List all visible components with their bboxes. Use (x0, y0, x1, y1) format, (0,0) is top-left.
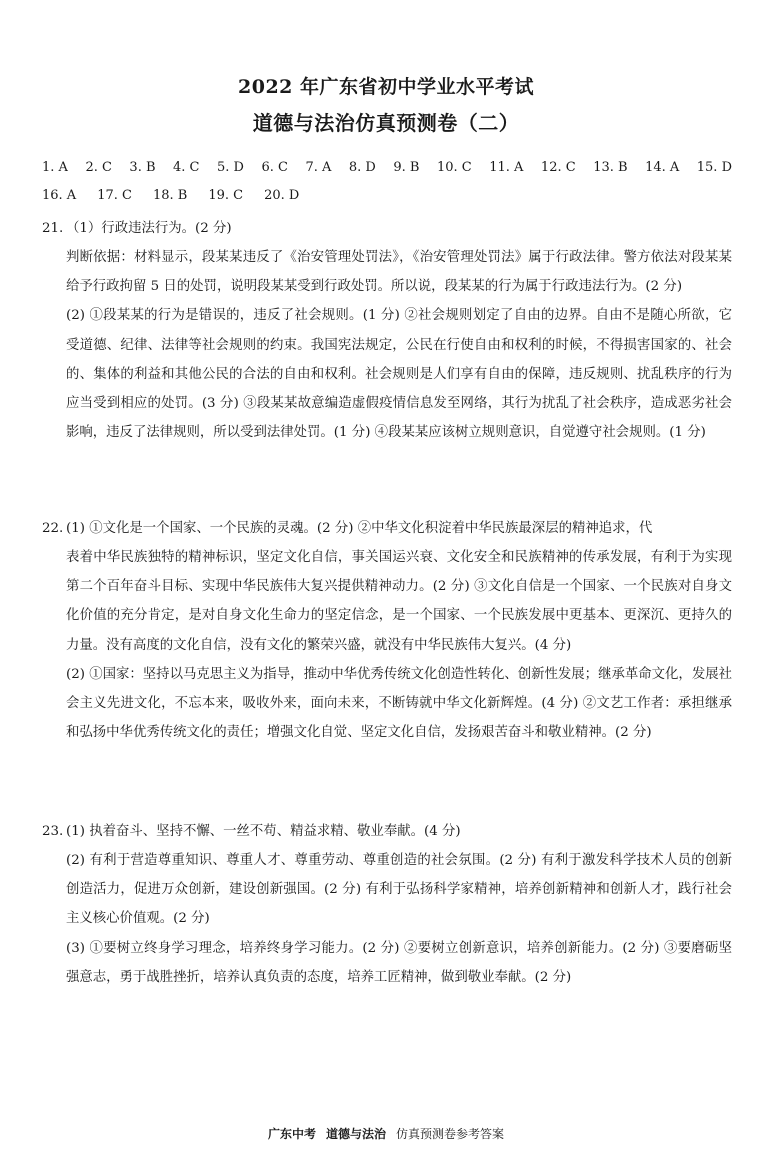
question-23 (42, 817, 732, 992)
question-number: 21. (42, 221, 64, 236)
answer-part-1: (1) 执着奋斗、坚持不懈、一丝不苟、精益求精、敬业奉献。(4 分) (66, 824, 461, 839)
answer-part-3: (3) ①要树立终身学习理念，培养终身学习能力。(2 分) ②要树立创新意识，培养创新能力。(2 分) ③要磨砺坚强意志，勇于战胜挫折，培养认真负责的态度，培养工匠精神，做到敬业奉献。(2 分) (66, 940, 732, 985)
footer-subject: 道德与法治 (325, 1127, 386, 1141)
answer-item: 2. C (85, 160, 112, 175)
question-21 (42, 214, 732, 447)
answer-item: 1. A (42, 160, 68, 175)
answer-item: 4. C (173, 160, 200, 175)
answer-key-row-2 (42, 184, 732, 208)
answer-item: 15. D (696, 160, 732, 175)
footer-doc-type: 仿真预测卷参考答案 (396, 1127, 505, 1141)
page-footer (0, 1125, 772, 1142)
answer-part-1-continued: 表着中华民族独特的精神标识，坚定文化自信，事关国运兴衰、文化安全和民族精神的传承发展，有利于为实现第二个百年奋斗目标、实现中华民族伟大复兴提供精神动力。(2 分) ③文化自信是一个国家、一个民族对自身文化价值的充分肯定，是对自身文化生命力的坚定信念，是一个国家、一个民族发展中更基本、更深沉、更持久的力量。没有高度的文化自信，没有文化的繁荣兴盛，就没有中华民族伟大复兴。(4 分) (66, 550, 732, 653)
answer-part-2: (2) 有利于营造尊重知识、尊重人才、尊重劳动、尊重创造的社会氛围。(2 分) 有利于激发科学技术人员的创新创造活力，促进万众创新，建设创新强国。(2 分) 有利于弘扬科学家精神，培养创新精神和创新人才，践行社会主义核心价值观。(2 分) (66, 853, 732, 927)
page-subtitle: 道德与法治仿真预测卷（二） (252, 111, 520, 135)
question-22 (42, 514, 732, 747)
answer-item: 17. C (97, 188, 132, 203)
answer-part-2: (2) ①段某某的行为是错误的，违反了社会规则。(1 分) ②社会规则划定了自由的边界。自由不是随心所欲，它受道德、纪律、法律等社会规则的约束。我国宪法规定，公民在行使自由和权利的时候，不得损害国家的、社会的、集体的利益和其他公民的合法的自由和权利。社会规则是人们享有自由的保障，违反规则、扰乱秩序的行为应当受到相应的处罚。(3 分) ③段某某故意编造虚假疫情信息发至网络，其行为扰乱了社会秩序，造成恶劣社会影响，违反了法律规则，所以受到法律处罚。(1 分) ④段某某应该树立规则意识，自觉遵守社会规则。(1 分) (66, 308, 732, 441)
answer-part-2: (2) ①国家：坚持以马克思主义为指导，推动中华优秀传统文化创造性转化、创新性发展；继承革命文化，发展社会主义先进文化，不忘本来，吸收外来，面向未来，不断铸就中华文化新辉煌。(4 分) ②文艺工作者：承担继承和弘扬中华优秀传统文化的责任；增强文化自觉、坚定文化自信，发扬艰苦奋斗和敬业精神。(2 分) (66, 666, 732, 741)
answer-item: 20. D (264, 188, 300, 203)
answer-item: 3. B (129, 160, 156, 175)
answer-item: 5. D (217, 160, 244, 175)
answer-explanation: 判断依据：材料显示，段某某违反了《治安管理处罚法》，《治安管理处罚法》属于行政法律。警方依法对段某某给予行政拘留 5 日的处罚，说明段某某受到行政处罚。所以说，段某某的行为属于行政违法行为。(2 分) (66, 250, 732, 295)
answer-item: 14. A (645, 160, 680, 175)
answer-item: 19. C (208, 188, 244, 203)
question-number: 23. (42, 824, 64, 839)
answer-item: 13. B (593, 160, 628, 175)
answer-item: 11. A (489, 160, 524, 175)
question-number: 22. (42, 521, 64, 536)
answer-item: 10. C (436, 160, 472, 175)
answer-item: 7. A (305, 160, 332, 175)
answer-item: 16. A (42, 188, 77, 203)
answer-item: 8. D (348, 160, 376, 175)
answer-item: 18. B (152, 188, 188, 203)
answer-part-1: (1) ①文化是一个国家、一个民族的灵魂。(2 分) ②中华文化积淀着中华民族最深层的精神追求，代 (66, 521, 653, 536)
page-title: 2022 年广东省初中学业水平考试 (238, 76, 534, 98)
answer-part-1: （1）行政违法行为。(2 分) (66, 221, 232, 236)
answer-key-row-1 (42, 156, 732, 180)
footer-exam-name: 广东中考 (267, 1127, 316, 1141)
answer-item: 12. C (540, 160, 576, 175)
answer-item: 6. C (261, 160, 288, 175)
answer-item: 9. B (393, 160, 420, 175)
